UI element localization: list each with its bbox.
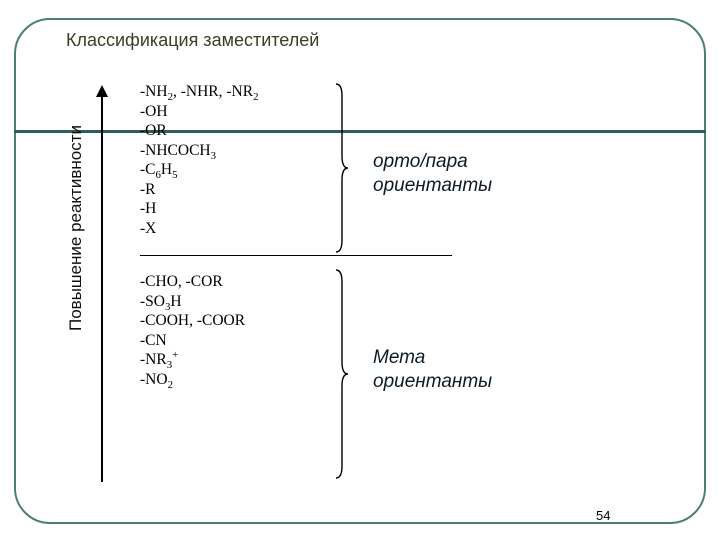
ortho-para-brace xyxy=(334,82,354,254)
slide-frame xyxy=(14,18,706,524)
ortho-para-label-line2: ориентанты xyxy=(373,175,493,196)
substituent-item: -H xyxy=(140,200,157,217)
substituent-item: -OH xyxy=(140,102,168,120)
meta-label xyxy=(373,346,492,394)
meta-brace xyxy=(334,268,354,480)
substituent-item: -CHO, -COR xyxy=(140,273,223,290)
substituent-item: -X xyxy=(140,219,157,237)
ortho-para-label-line1: орто/пара xyxy=(373,151,468,172)
substituent-item: -R xyxy=(140,180,156,198)
ortho-para-substituent-list xyxy=(140,82,259,238)
substituent-item: $-NR_3^+$ xyxy=(140,348,179,372)
slide-title: Классификация заместителей xyxy=(66,30,320,50)
substituent-item: -OR xyxy=(140,122,167,139)
substituent-item: $-SO_3H$ xyxy=(140,292,182,313)
ortho-para-label xyxy=(373,150,492,198)
substituent-item: $-NH_2$, -NHR, $-NR_2$ xyxy=(140,83,259,104)
substituent-item: -COOH, -COOR xyxy=(140,312,246,329)
reactivity-axis-label: Повышение реактивности xyxy=(66,124,85,332)
meta-label-line2: ориентанты xyxy=(373,371,493,392)
substituent-item: $-C_6H_5$ xyxy=(140,161,178,182)
reactivity-axis-line xyxy=(101,96,103,482)
group-divider xyxy=(140,255,452,256)
substituent-item: $-NO_2$ xyxy=(140,370,173,391)
page-number: 54 xyxy=(596,508,611,523)
meta-substituent-list xyxy=(140,272,245,389)
substituent-item: $-NHCOCH_3$ xyxy=(140,141,217,162)
meta-label-line1: Мета xyxy=(373,347,426,368)
header-rule xyxy=(14,130,706,133)
substituent-item: -CN xyxy=(140,331,167,349)
